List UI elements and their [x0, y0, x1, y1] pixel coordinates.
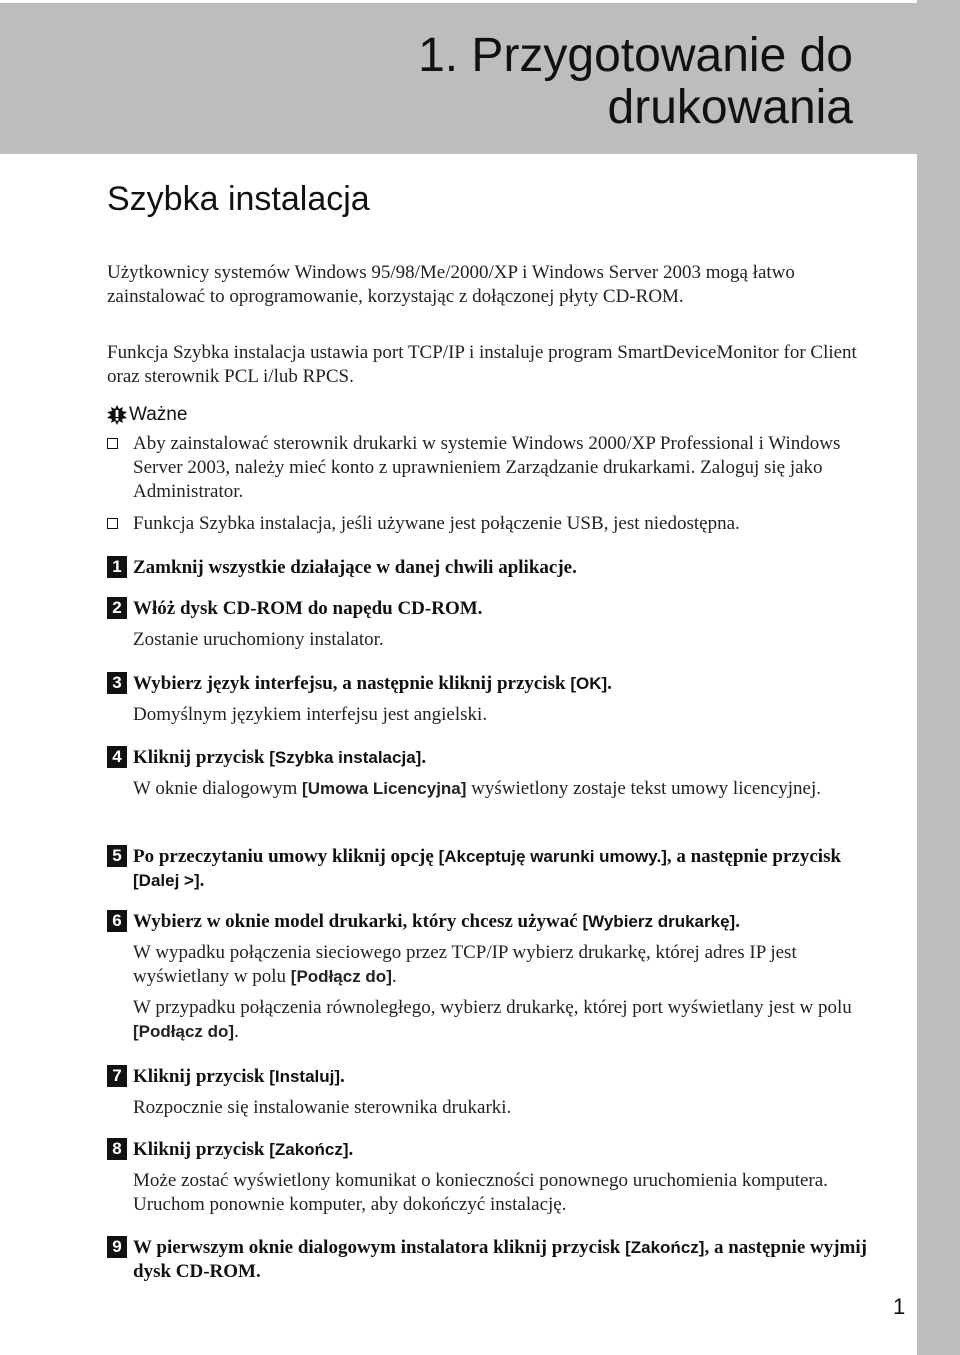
- step-number-badge: 4: [107, 746, 127, 768]
- step-number-badge: 5: [107, 845, 127, 867]
- important-icon: [107, 405, 127, 425]
- connect-to-field-ref: [Podłącz do]: [133, 1022, 235, 1041]
- step-heading: Zamknij wszystkie działające w danej chwili aplikacje.: [133, 557, 577, 578]
- step-heading: Włóż dysk CD-ROM do napędu CD-ROM.: [133, 598, 483, 619]
- step-description: Może zostać wyświetlony komunikat o konieczności ponownego uruchomienia komputera. Uruchom ponownie komputer, aby dokończyć instalację.: [133, 1170, 828, 1215]
- step-2: [107, 597, 867, 652]
- step-heading: Po przeczytaniu umowy kliknij opcję [Akceptuję warunki umowy.], a następnie przycisk [Dalej >].: [133, 846, 842, 891]
- page-number: 1: [893, 1294, 906, 1319]
- step-description: W oknie dialogowym [Umowa Licencyjna] wyświetlony zostaje tekst umowy licencyjnej.: [133, 778, 822, 799]
- connect-to-field-ref: [Podłącz do]: [290, 967, 392, 986]
- quick-install-button-ref: [Szybka instalacja]: [269, 748, 422, 767]
- step-4: [107, 746, 867, 801]
- right-margin-bar: [917, 0, 960, 1355]
- ok-button-ref: [OK]: [570, 674, 608, 693]
- step-description: Domyślnym językiem interfejsu jest angielski.: [133, 704, 488, 725]
- important-label: Ważne: [129, 404, 188, 425]
- step-number-badge: 3: [107, 672, 127, 694]
- select-printer-ref: [Wybierz drukarkę]: [582, 912, 736, 931]
- important-heading: [107, 404, 188, 426]
- important-note: [107, 512, 867, 536]
- checkbox-bullet-icon: [107, 438, 118, 449]
- step-number-badge: 1: [107, 556, 127, 578]
- step-9: [107, 1236, 867, 1284]
- step-heading: Wybierz język interfejsu, a następnie kliknij przycisk [OK].: [133, 673, 612, 694]
- step-1: [107, 556, 867, 580]
- step-5: [107, 845, 867, 893]
- license-dialog-ref: [Umowa Licencyjna]: [302, 779, 467, 798]
- note-text: Funkcja Szybka instalacja, jeśli używane jest połączenie USB, jest niedostępna.: [133, 513, 740, 534]
- step-heading: Kliknij przycisk [Zakończ].: [133, 1139, 354, 1160]
- chapter-title: [93, 30, 853, 134]
- accept-terms-option-ref: [Akceptuję warunki umowy.]: [438, 847, 667, 866]
- step-heading: Kliknij przycisk [Instaluj].: [133, 1066, 345, 1087]
- finish-button-ref: [Zakończ]: [625, 1238, 705, 1257]
- intro-paragraph-2: Funkcja Szybka instalacja ustawia port TCP/IP i instaluje program SmartDeviceMonitor for Client oraz sterownik PCL i/lub RPCS.: [107, 342, 857, 387]
- step-6: [107, 910, 867, 1044]
- install-button-ref: [Instaluj]: [269, 1067, 341, 1086]
- step-number-badge: 7: [107, 1065, 127, 1087]
- step-heading: Kliknij przycisk [Szybka instalacja].: [133, 747, 427, 768]
- step-description: W przypadku połączenia równoległego, wybierz drukarkę, której port wyświetlany jest w polu [Podłącz do].: [133, 997, 852, 1042]
- section-title: Szybka instalacja: [107, 180, 370, 218]
- step-number-badge: 2: [107, 597, 127, 619]
- finish-button-ref: [Zakończ]: [269, 1140, 349, 1159]
- important-note: [107, 432, 867, 504]
- intro-paragraph-1: Użytkownicy systemów Windows 95/98/Me/2000/XP i Windows Server 2003 mogą łatwo zainstalować to oprogramowanie, korzystając z dołączonej płyty CD-ROM.: [107, 262, 795, 307]
- step-description: W wypadku połączenia sieciowego przez TCP/IP wybierz drukarkę, której adres IP jest wyświetlany w polu [Podłącz do].: [133, 942, 797, 987]
- note-text: Aby zainstalować sterownik drukarki w systemie Windows 2000/XP Professional i Windows Server 2003, należy mieć konto z uprawnieniem Zarządzanie drukarkami. Zaloguj się jako Administrator.: [133, 433, 841, 502]
- step-number-badge: 6: [107, 910, 127, 932]
- chapter-title-line1: 1. Przygotowanie do: [418, 29, 853, 82]
- step-number-badge: 8: [107, 1138, 127, 1160]
- step-heading: Wybierz w oknie model drukarki, który chcesz używać [Wybierz drukarkę].: [133, 911, 740, 932]
- chapter-title-line2: drukowania: [607, 81, 853, 134]
- checkbox-bullet-icon: [107, 518, 118, 529]
- step-description: Zostanie uruchomiony instalator.: [133, 629, 384, 650]
- step-heading: W pierwszym oknie dialogowym instalatora kliknij przycisk [Zakończ], a następnie wyjmij dysk CD-ROM.: [133, 1237, 867, 1282]
- step-3: [107, 672, 867, 727]
- step-number-badge: 9: [107, 1236, 127, 1258]
- step-7: [107, 1065, 867, 1120]
- step-description: Rozpocznie się instalowanie sterownika drukarki.: [133, 1097, 512, 1118]
- step-8: [107, 1138, 867, 1217]
- header-top-line: [0, 0, 960, 3]
- next-button-ref: [Dalej >]: [133, 871, 200, 890]
